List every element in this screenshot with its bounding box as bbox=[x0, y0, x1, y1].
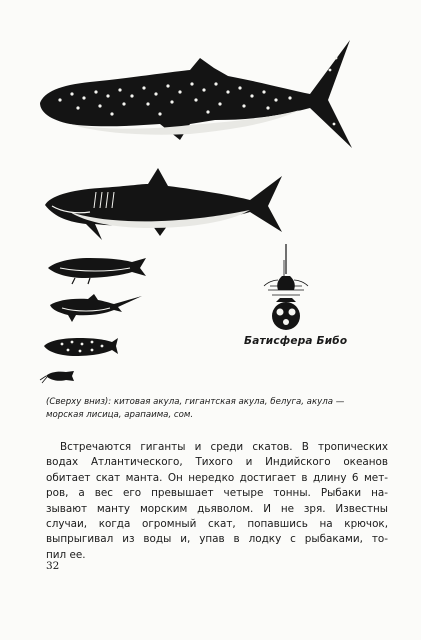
beluga-drawing bbox=[48, 258, 146, 284]
thresher-shark-drawing bbox=[50, 294, 142, 322]
body-line: пил ее. bbox=[46, 548, 86, 561]
body-line: ров, а вес его превышает четыре тонны. Рыбаки на- bbox=[46, 487, 388, 500]
body-paragraph bbox=[46, 440, 388, 563]
body-line: случаи, когда огромный скат, попавшись на крючок, bbox=[46, 517, 388, 530]
body-line: обитает скат манта. Он нередко достигает в длину 6 мет- bbox=[46, 471, 388, 484]
bathysphere-label: Батисфера Бибо bbox=[244, 335, 348, 347]
body-line: выпрыгивал из воды и, упав в лодку с рыбаками, то- bbox=[46, 533, 388, 546]
body-line: Встречаются гиганты и среди скатов. В тропических bbox=[60, 441, 388, 453]
caption-line: (Сверху вниз): китовая акула, гигантская акула, белуга, акула — bbox=[46, 397, 345, 407]
page-number: 32 bbox=[46, 560, 60, 572]
arapaima-drawing bbox=[44, 338, 118, 356]
body-line: водах Атлантического, Тихого и Индийского океанов bbox=[46, 456, 388, 469]
catfish-drawing bbox=[40, 371, 74, 383]
caption-line: морская лисица, арапаима, сом. bbox=[46, 410, 194, 420]
body-line: зывают манту морским дьяволом. И не зря. Известны bbox=[46, 502, 388, 515]
figure-caption bbox=[46, 396, 386, 422]
whale-shark-drawing bbox=[40, 40, 352, 148]
bathysphere-drawing bbox=[264, 244, 308, 330]
basking-shark-drawing bbox=[45, 168, 282, 240]
